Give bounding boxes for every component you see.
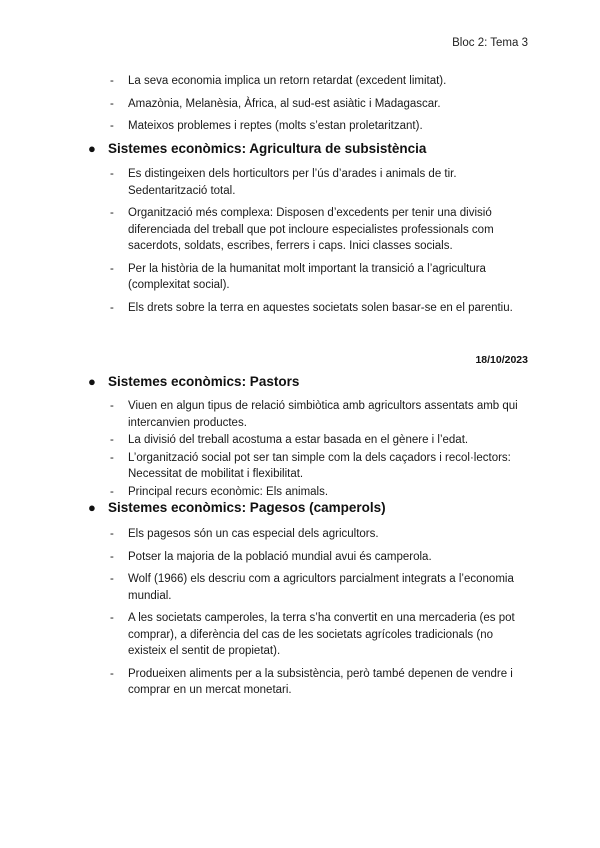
dash-bullet: -	[110, 573, 114, 585]
dash-bullet: -	[110, 667, 114, 680]
list-item	[110, 666, 528, 699]
list-item	[110, 73, 528, 90]
dash-bullet: -	[110, 301, 114, 314]
list-item	[110, 526, 528, 543]
list-item-text: La divisió del treball acostuma a estar basada en el gènere i l’edat.	[128, 434, 469, 446]
list-item	[110, 549, 528, 566]
section-title: Sistemes econòmics: Pastors	[108, 374, 300, 389]
intro-list	[110, 73, 528, 135]
list-item-text: Per la història de la humanitat molt important la transició a l’agricultura (complexitat social).	[128, 262, 486, 291]
list-item	[110, 610, 528, 660]
pagesos-list	[110, 526, 528, 699]
dash-bullet: -	[110, 550, 114, 563]
dash-bullet: -	[110, 262, 114, 275]
list-item	[110, 432, 528, 449]
dash-bullet: -	[110, 528, 114, 540]
section-title: Sistemes econòmics: Pagesos (camperols)	[108, 500, 386, 515]
list-item	[110, 166, 528, 199]
list-item	[110, 118, 528, 135]
list-item-text: Amazònia, Melanèsia, Àfrica, al sud-est asiàtic i Madagascar.	[128, 97, 441, 110]
dash-bullet: -	[110, 434, 114, 446]
dash-bullet: -	[110, 451, 114, 464]
dash-bullet: -	[110, 75, 114, 87]
dash-bullet: -	[110, 168, 114, 180]
bullet-icon: ●	[88, 500, 96, 515]
bullet-icon: ●	[88, 374, 96, 389]
list-item-text: Principal recurs econòmic: Els animals.	[128, 485, 329, 498]
dash-bullet: -	[110, 97, 114, 110]
pastors-list	[110, 398, 528, 500]
list-item-text: Wolf (1966) els descriu com a agricultors parcialment integrats a l’economia mundial.	[128, 573, 514, 602]
dash-bullet: -	[110, 207, 114, 219]
section-heading-pagesos	[88, 500, 386, 515]
running-header: Bloc 2: Tema 3	[452, 37, 528, 49]
dash-bullet: -	[110, 400, 114, 412]
list-item-text: Produeixen aliments per a la subsistència, però també depenen de vendre i comprar en un mercat monetari.	[128, 667, 513, 696]
list-item	[110, 398, 528, 431]
agricultura-list	[110, 166, 528, 316]
list-item-text: Es distingeixen dels horticultors per l’ús d’arades i animals de tir. Sedentarització total.	[128, 168, 457, 197]
list-item-text: Els pagesos són un cas especial dels agricultors.	[128, 528, 379, 540]
list-item	[110, 571, 528, 604]
section-title: Sistemes econòmics: Agricultura de subsistència	[108, 141, 427, 156]
list-item-text: Potser la majoria de la població mundial avui és camperola.	[128, 550, 432, 563]
section-heading-agricultura	[88, 141, 427, 156]
list-item-text: L’organització social pot ser tan simple com la dels caçadors i recol·lectors: Necessitat de mobilitat i flexibilitat.	[128, 451, 511, 480]
list-item-text: A les societats camperoles, la terra s’ha convertit en una mercaderia (es pot comprar), a diferència del cas de les societats agrícoles tradicionals (no existeix el sentit de propietat).	[128, 612, 515, 657]
list-item	[110, 96, 528, 113]
bullet-icon: ●	[88, 141, 96, 156]
section-heading-pastors	[88, 374, 300, 389]
dash-bullet: -	[110, 120, 114, 132]
list-item-text: Organització més complexa: Disposen d’excedents per tenir una divisió diferenciada del treball que pot incloure especialistes professionals com sacerdots, soldats, escribes, ferrers i caps. Inici classes socials.	[128, 207, 494, 252]
list-item	[110, 300, 528, 317]
list-item	[110, 484, 528, 501]
list-item	[110, 261, 528, 294]
date-label: 18/10/2023	[475, 354, 528, 366]
list-item-text: Mateixos problemes i reptes (molts s’estan proletaritzant).	[128, 120, 423, 132]
list-item-text: Els drets sobre la terra en aquestes societats solen basar-se en el parentiu.	[128, 301, 513, 314]
list-item-text: Viuen en algun tipus de relació simbiòtica amb agricultors assentats amb qui intercanvien productes.	[128, 400, 518, 429]
list-item-text: La seva economia implica un retorn retardat (excedent limitat).	[128, 75, 447, 87]
list-item	[110, 450, 528, 483]
dash-bullet: -	[110, 612, 114, 624]
dash-bullet: -	[110, 485, 114, 498]
list-item	[110, 205, 528, 255]
